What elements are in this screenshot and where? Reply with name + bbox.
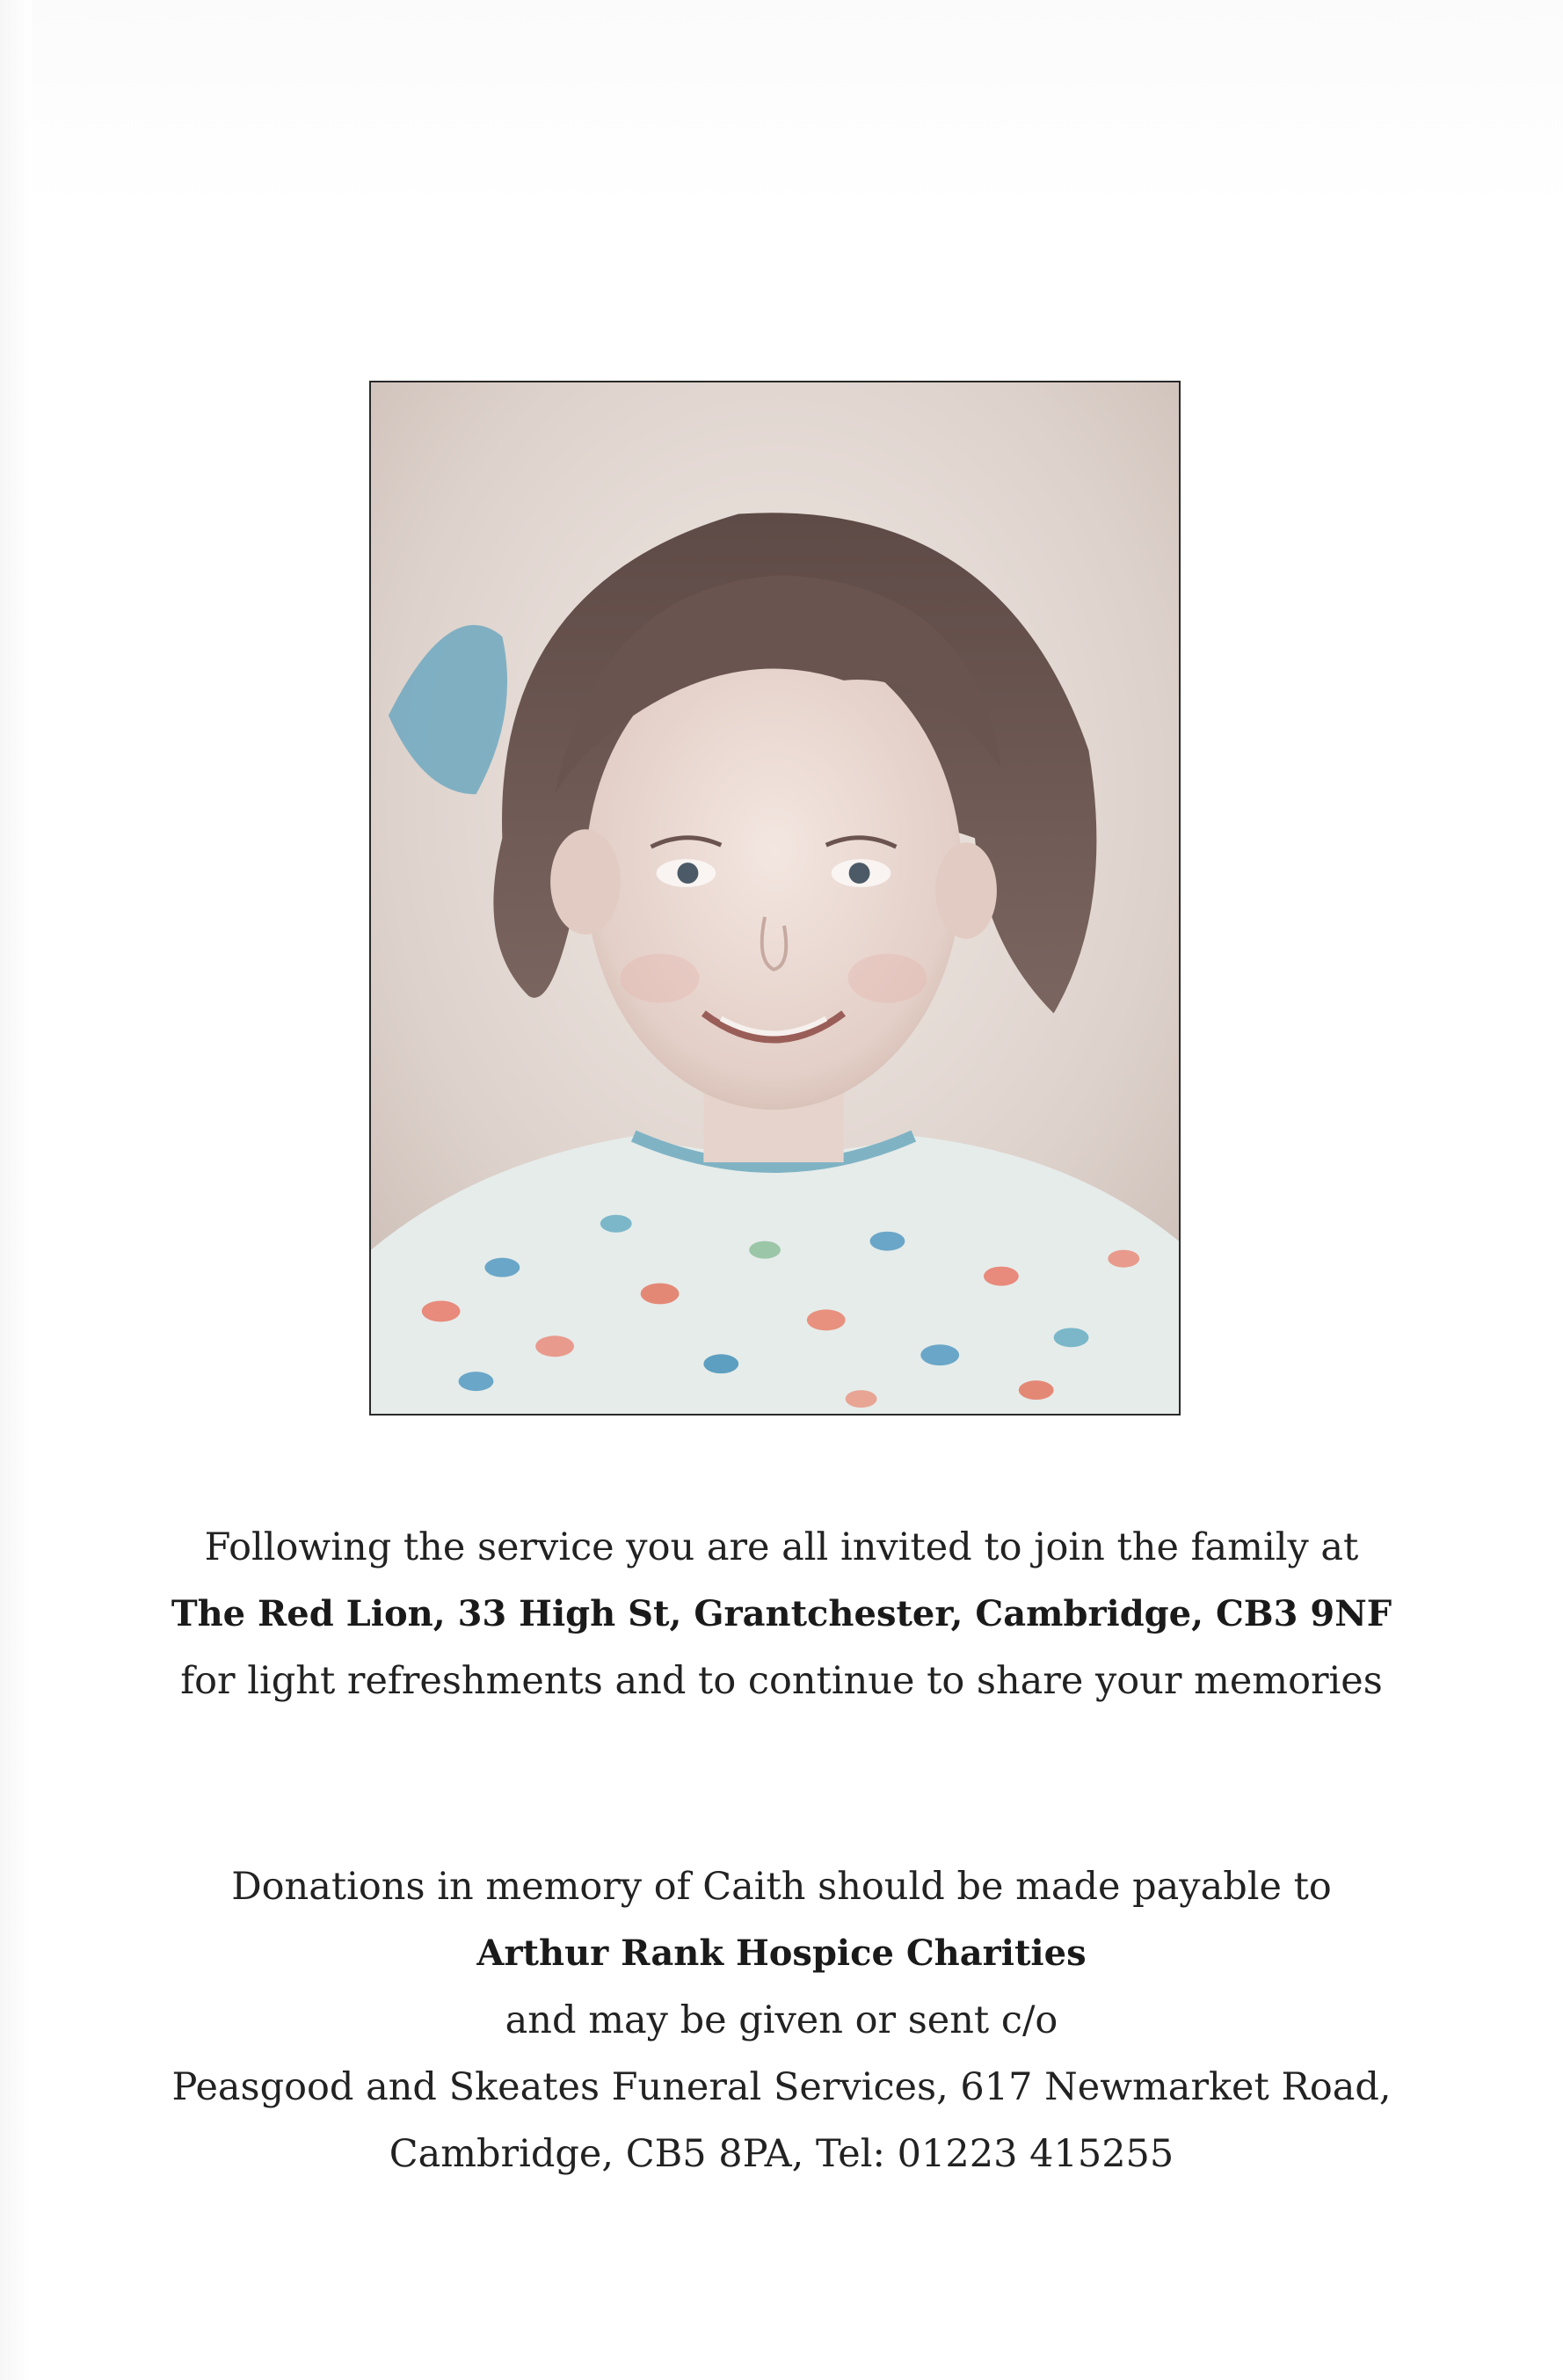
donations-line: and may be given or sent c/o (505, 1998, 1058, 2042)
charity-name: Arthur Rank Hospice Charities (476, 1932, 1087, 1974)
venue-address: The Red Lion, 33 High St, Grantchester, Cambridge, CB3 9NF (171, 1593, 1392, 1634)
invitation-line: for light refreshments and to continue to share your memories (180, 1659, 1383, 1703)
reception-invitation (0, 1514, 1563, 1714)
scan-shadow-top (0, 0, 1563, 211)
portrait-photo (369, 381, 1181, 1416)
funeral-director-address: Peasgood and Skeates Funeral Services, 617 Newmarket Road, (171, 2065, 1392, 2109)
donations-notice (0, 1853, 1563, 2187)
invitation-line: Following the service you are all invited to join the family at (204, 1525, 1359, 1569)
donations-line: Donations in memory of Caith should be made payable to (231, 1865, 1332, 1909)
funeral-director-contact: Cambridge, CB5 8PA, Tel: 01223 415255 (389, 2132, 1174, 2176)
portrait-illustration (371, 382, 1179, 1414)
